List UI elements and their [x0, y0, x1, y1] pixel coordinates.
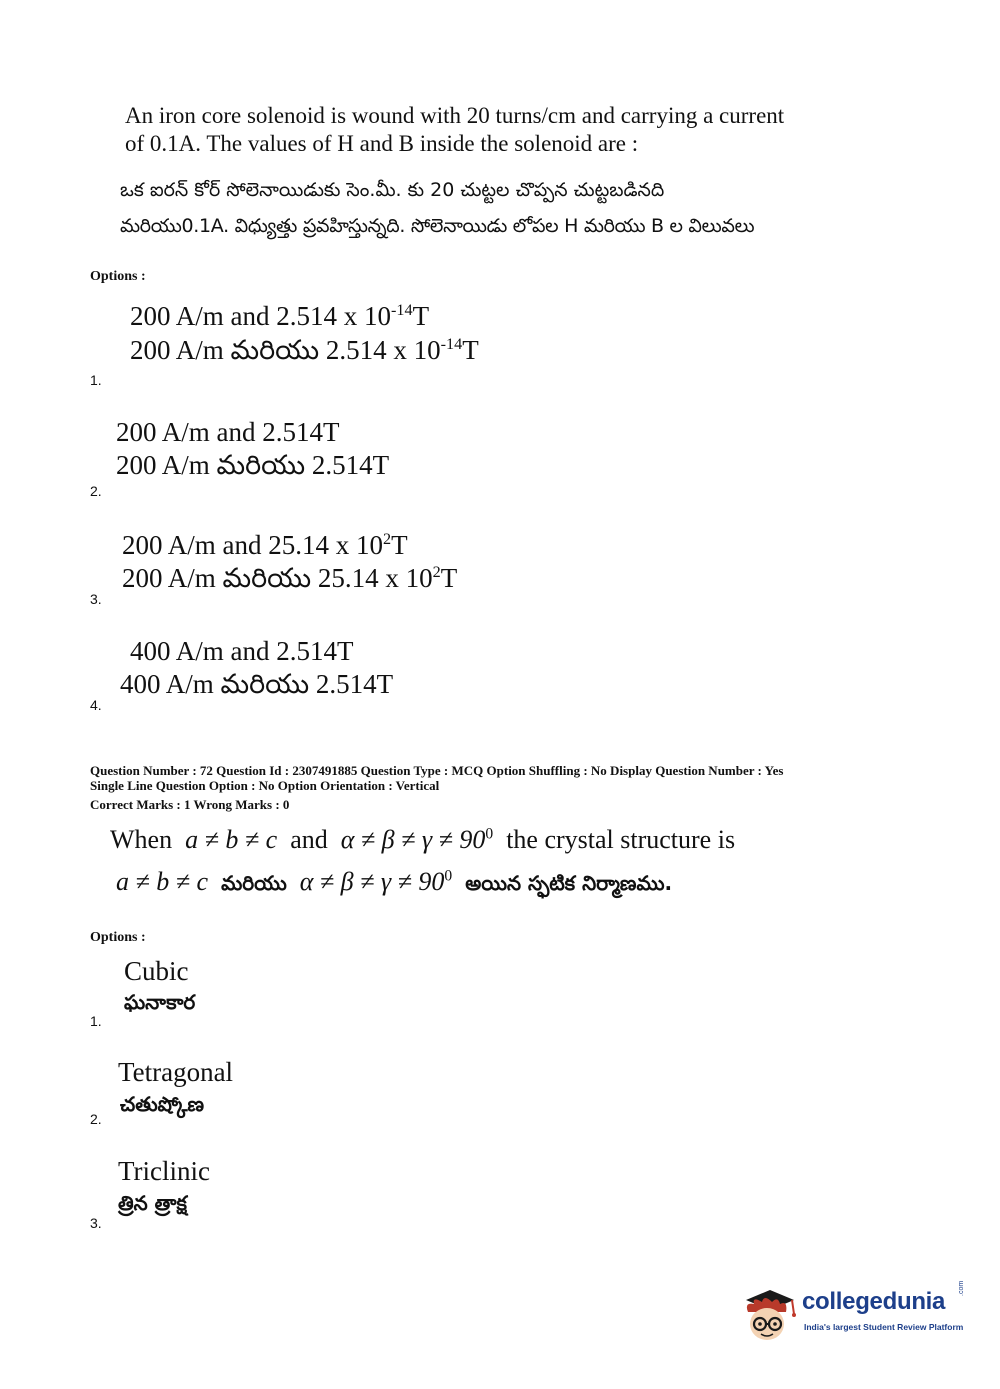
q71-option-1-en-text: 200 A/m and 2.514 x 10: [130, 301, 391, 331]
q71-option-1-en-exponent: -14: [391, 301, 413, 319]
q71-option-1-en-unit: T: [412, 301, 430, 331]
q71-options-label: Options :: [90, 269, 146, 284]
q72-stem-en-math2: α ≠ β ≠ γ ≠ 90: [340, 825, 486, 854]
q71-option-3-en[interactable]: [122, 529, 408, 562]
q71-option-3-te-text: 200 A/m మరియు 25.14 x 10: [122, 563, 433, 593]
q71-option-2-te-text: 200 A/m మరియు 2.514T: [116, 450, 390, 480]
q72-stem-en-and: and: [290, 825, 328, 854]
q71-option-3-en-unit: T: [391, 530, 408, 560]
q72-option-1-number: 1.: [90, 1013, 102, 1029]
q71-option-4-en-text: 400 A/m and 2.514T: [130, 636, 354, 666]
q72-stem-te-degree: 0: [444, 867, 453, 885]
q72-option-1-en[interactable]: Cubic: [124, 956, 189, 986]
q71-option-1-te-exponent: -14: [440, 335, 463, 353]
q71-stem-te-line2: మరియు0.1A. విధ్యుత్తు ప్రవహిస్తున్నది. సోలెనాయిడు లోపల H మరియు B ల విలువలు: [120, 215, 755, 237]
q72-stem-en: [110, 822, 735, 858]
q71-option-1-number: 1.: [90, 372, 102, 388]
q71-option-4-te[interactable]: [120, 668, 393, 701]
q72-meta-line1: Question Number : 72 Question Id : 2307491885 Question Type : MCQ Option Shuffling : No Display Question Number : Yes: [90, 763, 784, 778]
q71-option-1-en[interactable]: [130, 300, 429, 333]
q72-stem-te-post: అయిన స్ఫటిక నిర్మాణము.: [465, 871, 673, 895]
q72-options-label: Options :: [90, 930, 146, 945]
q72-option-2-en[interactable]: Tetragonal: [118, 1057, 234, 1087]
q72-option-3-number: 3.: [90, 1215, 102, 1231]
q72-stem-en-when: When: [110, 825, 173, 854]
q71-option-3-te[interactable]: [122, 562, 457, 595]
logo-tagline: India's largest Student Review Platform: [804, 1322, 964, 1332]
q72-option-2-number: 2.: [90, 1111, 102, 1127]
q71-option-4-number: 4.: [90, 697, 102, 713]
q72-stem-te: [116, 864, 672, 900]
q71-option-4-en[interactable]: [130, 635, 354, 668]
q72-stem-te-math1: a ≠ b ≠ c: [116, 867, 209, 896]
logo-suffix: .com: [958, 1280, 965, 1296]
q72-stem-en-degree: 0: [485, 825, 494, 843]
q71-option-3-te-exponent: 2: [432, 563, 441, 581]
q71-option-1-te[interactable]: [130, 334, 479, 367]
q72-stem-en-math1: a ≠ b ≠ c: [185, 825, 278, 854]
q71-stem-en-line1: An iron core solenoid is wound with 20 turns/cm and carrying a current: [125, 103, 785, 128]
q72-meta-line3: Correct Marks : 1 Wrong Marks : 0: [90, 797, 290, 812]
collegedunia-logo[interactable]: [740, 1282, 970, 1352]
q71-option-3-en-exponent: 2: [383, 530, 392, 548]
q72-option-2-te[interactable]: చతుష్కోణ: [120, 1092, 205, 1116]
q71-option-3-en-text: 200 A/m and 25.14 x 10: [122, 530, 383, 560]
mascot-icon: [740, 1282, 800, 1348]
logo-name: collegedunia: [802, 1288, 946, 1315]
q71-stem-te-line1: ఒక ఐరన్ కోర్ సోలెనాయిడుకు సెం.మీ. కు 20 చుట్టల చొప్పన చుట్టబడినది: [120, 179, 665, 201]
q72-stem-te-and: మరియు: [221, 871, 287, 895]
q71-option-2-te[interactable]: [116, 449, 389, 482]
q71-option-3-te-unit: T: [440, 563, 458, 593]
q72-option-1-te[interactable]: ఘనాకార: [124, 990, 196, 1014]
q72-meta-line2: Single Line Question Option : No Option Orientation : Vertical: [90, 778, 440, 793]
q72-stem-te-math2: α ≠ β ≠ γ ≠ 90: [299, 867, 445, 896]
q71-option-3-number: 3.: [90, 591, 102, 607]
q71-option-1-te-unit: T: [462, 335, 479, 365]
q72-stem-en-post: the crystal structure is: [506, 825, 736, 854]
q71-option-2-en[interactable]: [116, 416, 340, 449]
q71-option-2-number: 2.: [90, 483, 102, 499]
q72-option-3-en[interactable]: Triclinic: [118, 1156, 211, 1186]
q71-option-1-te-text: 200 A/m మరియు 2.514 x 10: [130, 335, 441, 365]
q71-option-4-te-text: 400 A/m మరియు 2.514T: [120, 669, 394, 699]
q71-stem-en-line2: of 0.1A. The values of H and B inside the solenoid are :: [125, 131, 639, 156]
q72-option-3-te[interactable]: త్రిన త్రాక్ష: [118, 1191, 187, 1215]
q71-option-2-en-text: 200 A/m and 2.514T: [116, 417, 340, 447]
